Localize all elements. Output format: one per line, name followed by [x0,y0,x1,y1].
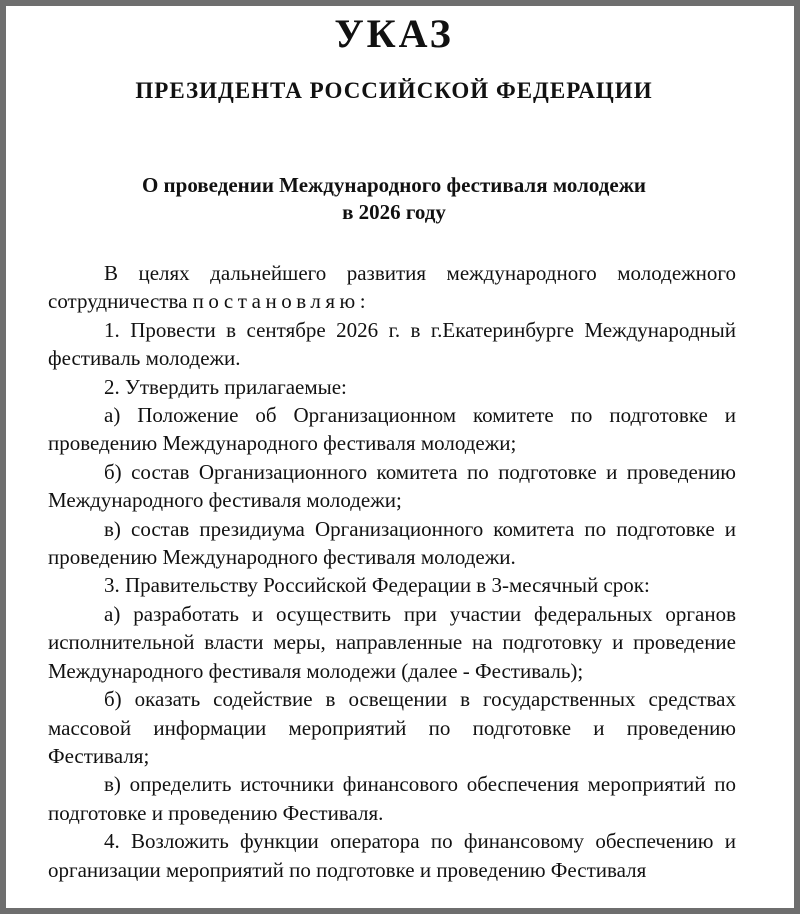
document-page [6,6,794,908]
decree-heading-line-1: О проведении Международного фестиваля молодежи [141,173,647,197]
paragraph-3b: б) оказать содействие в освещении в государственных средствах массовой информации мероприятий по подготовке и проведению Фестиваля; [48,687,736,768]
intro-emphasis: постановляю: [192,289,371,314]
paragraph-3: 3. Правительству Российской Федерации в 3-месячный срок: [104,573,650,598]
paragraph-4: 4. Возложить функции оператора по финансовому обеспечению и организации мероприятий по подготовке и проведению Фестиваля [48,829,736,882]
decree-subtitle: ПРЕЗИДЕНТА РОССИЙСКОЙ ФЕДЕРАЦИИ [135,78,653,103]
decree-heading [6,172,782,226]
paragraph-3a: а) разработать и осуществить при участии федеральных органов исполнительной власти меры, направленные на подготовку и проведение Международного фестиваля молодежи (далее - Фестиваль); [48,601,736,683]
decree-heading-line-2: в 2026 году [342,200,446,224]
decree-title: УКАЗ [334,11,454,56]
decree-body [48,259,736,884]
intro-paragraph [48,259,736,316]
paragraph-3c: в) определить источники финансового обеспечения мероприятий по подготовке и проведению Фестиваля. [48,772,736,825]
paragraph-2a: а) Положение об Организационном комитете по подготовке и проведению Международного фестиваля молодежи; [48,403,736,456]
paragraph-1: 1. Провести в сентябре 2026 г. в г.Екатеринбурге Международный фестиваль молодежи. [48,317,736,371]
paragraph-2b: б) состав Организационного комитета по подготовке и проведению Международного фестиваля молодежи; [48,459,736,513]
paragraph-2: 2. Утвердить прилагаемые: [104,374,347,399]
intro-text: В целях дальнейшего развития международного молодежного сотрудничества [48,261,736,314]
paragraph-2c: в) состав президиума Организационного комитета по подготовке и проведению Международного фестиваля молодежи. [48,516,736,570]
